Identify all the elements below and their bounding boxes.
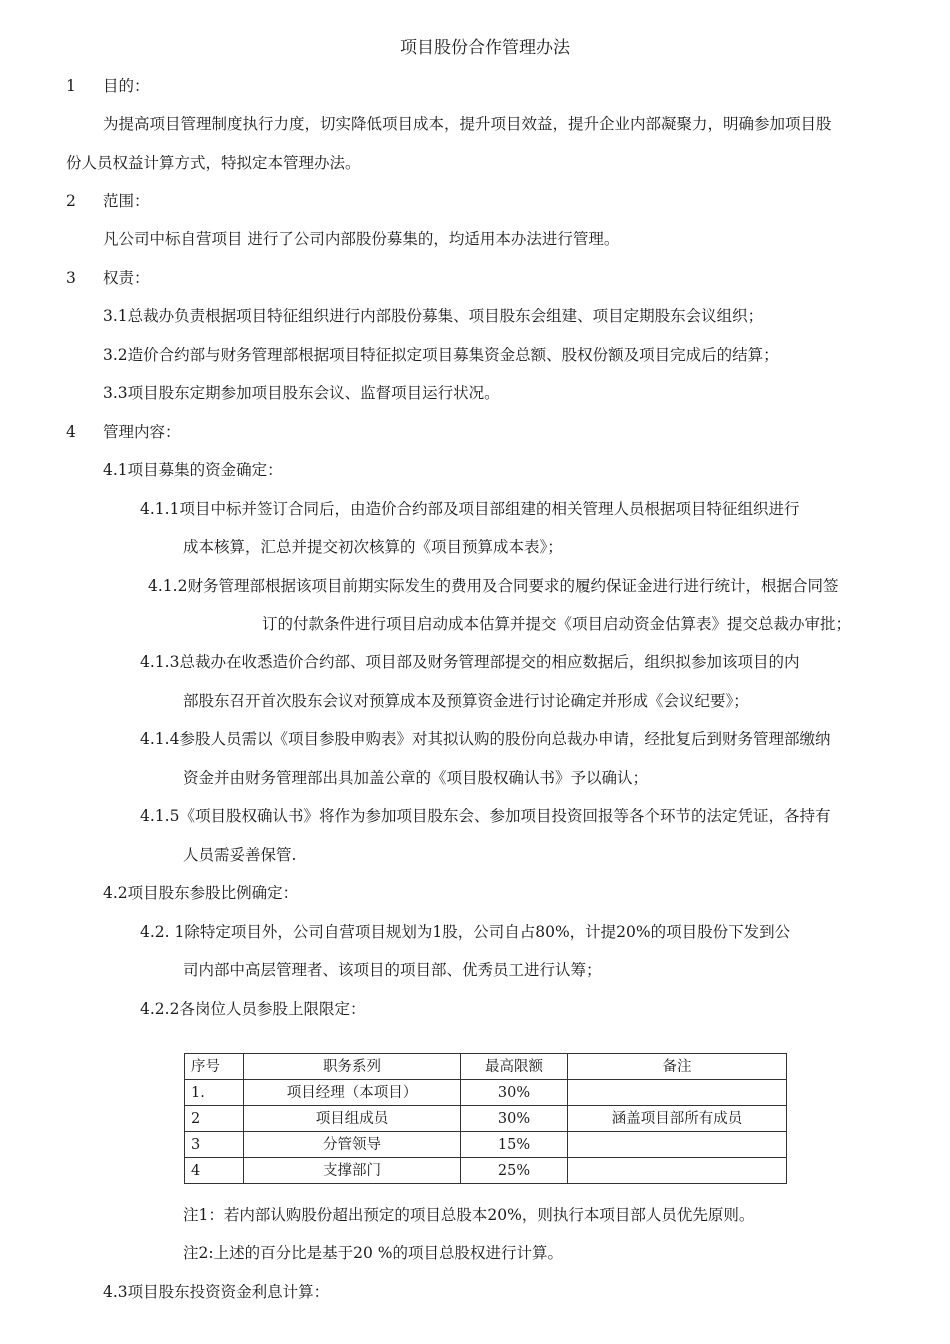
cell-position: 项目经理（本项目） bbox=[244, 1080, 461, 1106]
section-2-number: 2 bbox=[66, 192, 76, 210]
header-cell-limit: 最高限额 bbox=[461, 1054, 568, 1080]
item-3-3: 3.3项目股东定期参加项目股东会议、监督项目运行状况。 bbox=[103, 384, 500, 402]
cell-remark bbox=[568, 1158, 787, 1184]
cell-remark: 涵盖项目部所有成员 bbox=[568, 1106, 787, 1132]
item-4-1-2-line-1: 4.1.2财务管理部根据该项目前期实际发生的费用及合同要求的履约保证金进行进行统计，根据合同签 bbox=[148, 577, 839, 595]
item-4-2-1-line-1: 4.2. 1除特定项目外，公司自营项目规划为1股，公司自占80%，计提20%的项目股份下发到公 bbox=[140, 923, 791, 941]
item-3-1: 3.1总裁办负责根据项目特征组织进行内部股份募集、项目股东会组建、项目定期股东会议组织； bbox=[103, 307, 764, 325]
note-1: 注1：若内部认购股份超出预定的项目总股本20%，则执行本项目部人员优先原则。 bbox=[183, 1206, 755, 1224]
cell-limit: 30% bbox=[461, 1106, 568, 1132]
item-4-2-1-line-2: 司内部中高层管理者、该项目的项目部、优秀员工进行认筹； bbox=[183, 961, 602, 979]
share-limit-table bbox=[184, 1053, 787, 1184]
cell-position: 分管领导 bbox=[244, 1132, 461, 1158]
item-3-2: 3.2造价合约部与财务管理部根据项目特征拟定项目募集资金总额、股权份额及项目完成后的结算； bbox=[103, 346, 779, 364]
section-3-heading: 权责： bbox=[103, 269, 150, 287]
item-4-1-1-line-1: 4.1.1项目中标并签订合同后，由造价合约部及项目部组建的相关管理人员根据项目特征组织进行 bbox=[140, 500, 800, 518]
item-4-1-2-line-2: 订的付款条件进行项目启动成本估算并提交《项目启动资金估算表》提交总裁办审批； bbox=[262, 615, 852, 633]
section-3-number: 3 bbox=[66, 269, 76, 287]
item-4-1-3-line-1: 4.1.3总裁办在收悉造价合约部、项目部及财务管理部提交的相应数据后，组织拟参加该项目的内 bbox=[140, 653, 800, 671]
header-cell-number: 序号 bbox=[185, 1054, 244, 1080]
table-row bbox=[185, 1132, 787, 1158]
item-4-1-5-line-2: 人员需妥善保管. bbox=[183, 846, 297, 864]
cell-remark bbox=[568, 1080, 787, 1106]
cell-number: 2 bbox=[185, 1106, 244, 1132]
document-title: 项目股份合作管理办法 bbox=[400, 38, 570, 58]
item-4-1-3-line-2: 部股东召开首次股东会议对预算成本及预算资金进行讨论确定并形成《会议纪要》； bbox=[183, 692, 749, 710]
heading-4-2: 4.2项目股东参股比例确定： bbox=[103, 884, 299, 902]
section-1-heading: 目的： bbox=[103, 77, 150, 95]
cell-position: 项目组成员 bbox=[244, 1106, 461, 1132]
table-row bbox=[185, 1158, 787, 1184]
item-4-1-4-line-1: 4.1.4参股人员需以《项目参股申购表》对其拟认购的股份向总裁办申请，经批复后到财务管理部缴纳 bbox=[140, 730, 831, 748]
table-header-row bbox=[185, 1054, 787, 1080]
item-4-1-4-line-2: 资金并由财务管理部出具加盖公章的《项目股权确认书》予以确认； bbox=[183, 769, 649, 787]
section-1-paragraph-line-1: 为提高项目管理制度执行力度，切实降低项目成本，提升项目效益，提升企业内部凝聚力，明确参加项目股 bbox=[103, 115, 832, 133]
cell-limit: 30% bbox=[461, 1080, 568, 1106]
section-1-paragraph-line-2: 份人员权益计算方式，特拟定本管理办法。 bbox=[66, 154, 361, 172]
heading-4-3: 4.3项目股东投资资金利息计算： bbox=[103, 1283, 330, 1301]
section-2-heading: 范围： bbox=[103, 192, 150, 210]
cell-limit: 25% bbox=[461, 1158, 568, 1184]
item-4-1-5-line-1: 4.1.5《项目股权确认书》将作为参加项目股东会、参加项目投资回报等各个环节的法定凭证，各持有 bbox=[140, 807, 831, 825]
cell-number: 4 bbox=[185, 1158, 244, 1184]
cell-remark bbox=[568, 1132, 787, 1158]
table-row bbox=[185, 1106, 787, 1132]
header-cell-position: 职务系列 bbox=[244, 1054, 461, 1080]
section-1-number: 1 bbox=[66, 77, 76, 95]
note-2: 注2:上述的百分比是基于20 %的项目总股权进行计算。 bbox=[183, 1244, 563, 1262]
heading-4-1: 4.1项目募集的资金确定： bbox=[103, 461, 283, 479]
section-4-number: 4 bbox=[66, 423, 76, 441]
cell-position: 支撑部门 bbox=[244, 1158, 461, 1184]
table-row bbox=[185, 1080, 787, 1106]
header-cell-remark: 备注 bbox=[568, 1054, 787, 1080]
cell-number: 3 bbox=[185, 1132, 244, 1158]
cell-limit: 15% bbox=[461, 1132, 568, 1158]
item-4-2-2: 4.2.2各岗位人员参股上限限定： bbox=[140, 1000, 366, 1018]
section-4-heading: 管理内容： bbox=[103, 423, 181, 441]
item-4-1-1-line-2: 成本核算，汇总并提交初次核算的《项目预算成本表》； bbox=[183, 538, 563, 556]
cell-number: 1. bbox=[185, 1080, 244, 1106]
section-2-paragraph: 凡公司中标自营项目 进行了公司内部股份募集的，均适用本办法进行管理。 bbox=[103, 230, 620, 248]
